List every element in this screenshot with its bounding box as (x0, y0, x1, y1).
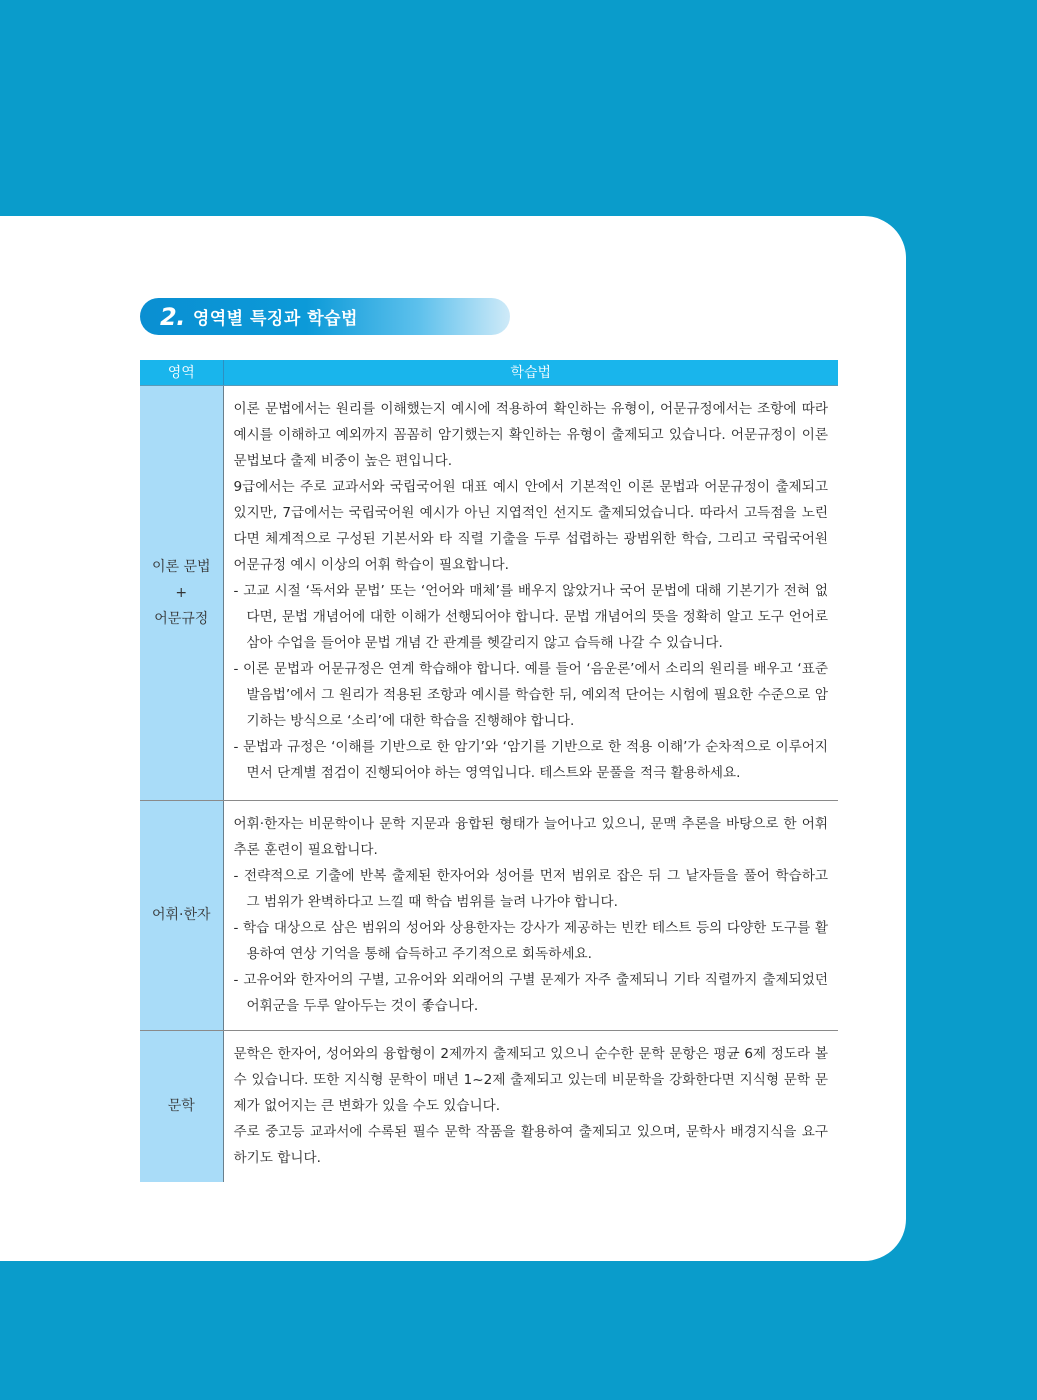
area-label-line: 문학 (167, 1098, 195, 1115)
method-paragraph: 어휘·한자는 비문학이나 문학 지문과 융합된 형태가 늘어나고 있으니, 문맥 추론을 바탕으로 한 어휘 추론 훈련이 필요합니다. (233, 815, 828, 858)
method-paragraph: 이론 문법에서는 원리를 이해했는지 예시에 적용하여 확인하는 유형이, 어문규정에서는 조항에 따라 예시를 이해하고 예외까지 꼼꼼히 암기했는지 확인하는 유형이 출제되고 있습니다. 어문규정이 이론 문법보다 출제 비중이 높은 편입니다. (233, 400, 828, 469)
method-paragraph: 주로 중고등 교과서에 수록된 필수 문학 작품을 활용하여 출제되고 있으며, 문학사 배경지식을 요구하기도 합니다. (233, 1123, 828, 1166)
method-paragraph: 문학은 한자어, 성어와의 융합형이 2제까지 출제되고 있으니 순수한 문학 문항은 평균 6제 정도라 볼 수 있습니다. 또한 지식형 문학이 매년 1~2제 출제되고 있는데 비문학을 강화한다면 지식형 문학 문제가 없어지는 큰 변화가 있을 수도 있습니다. (233, 1045, 828, 1114)
method-bullet: - 고유어와 한자어의 구별, 고유어와 외래어의 구별 문제가 자주 출제되니 기타 직렬까지 출제되었던 어휘군을 두루 알아두는 것이 좋습니다. (233, 971, 828, 1014)
section-title: 영역별 특징과 학습법 (192, 309, 358, 329)
area-cell (140, 1030, 223, 1182)
header-method: 학습법 (223, 360, 838, 385)
method-bullet: - 고교 시절 ‘독서와 문법’ 또는 ‘언어와 매체’를 배우지 않았거나 국어 문법에 대해 기본기가 전혀 없다면, 문법 개념어에 대한 이해가 선행되어야 합니다. 문법 개념어의 뜻을 정확히 알고 도구 언어로 삼아 수업을 들어야 문법 개념 간 관계를 헷갈리지 않고 습득해 나갈 수 있습니다. (233, 582, 828, 651)
method-paragraph: 9급에서는 주로 교과서와 국립국어원 대표 예시 안에서 기본적인 이론 문법과 어문규정이 출제되고 있지만, 7급에서는 국립국어원 예시가 아닌 지엽적인 선지도 출제되었습니다. 따라서 고득점을 노린다면 체계적으로 구성된 기본서와 타 직렬 기출을 두루 섭렵하는 광범위한 학습, 그리고 국립국어원 어문규정 예시 이상의 어휘 학습이 필요합니다. (233, 478, 828, 573)
area-label-line: 어휘·한자 (151, 907, 211, 923)
section-number: 2. (160, 302, 185, 331)
method-cell (223, 385, 838, 800)
table-header-row (140, 360, 838, 385)
method-cell (223, 800, 838, 1030)
method-bullet: - 학습 대상으로 삼은 범위의 성어와 상용한자는 강사가 제공하는 빈칸 테스트 등의 다양한 도구를 활용하여 연상 기억을 통해 습득하고 주기적으로 회독하세요. (233, 919, 828, 962)
area-label-line: 어문규정 (154, 610, 209, 627)
area-label-line: 이론 문법 (151, 558, 211, 575)
table-row-vocab-hanja (140, 800, 838, 1030)
table-row-literature (140, 1030, 838, 1182)
study-method-table (140, 360, 838, 1182)
area-cell (140, 385, 223, 800)
area-label-plus: + (175, 584, 188, 601)
section-title-banner (140, 298, 510, 335)
method-bullet: - 이론 문법과 어문규정은 연계 학습해야 합니다. 예를 들어 ‘음운론’에서 소리의 원리를 배우고 ‘표준 발음법’에서 그 원리가 적용된 조항과 예시를 학습한 뒤, 예외적 단어는 시험에 필요한 수준으로 암기하는 방식으로 ‘소리’에 대한 학습을 진행해야 합니다. (233, 660, 828, 729)
area-cell (140, 800, 223, 1030)
table-row-grammar (140, 385, 838, 800)
method-bullet: - 문법과 규정은 ‘이해를 기반으로 한 암기’와 ‘암기를 기반으로 한 적용 이해’가 순차적으로 이루어지면서 단계별 점검이 진행되어야 하는 영역입니다. 테스트와 문풀을 적극 활용하세요. (233, 738, 828, 781)
header-area: 영역 (140, 360, 223, 385)
method-bullet: - 전략적으로 기출에 반복 출제된 한자어와 성어를 먼저 범위로 잡은 뒤 그 낱자들을 풀어 학습하고 그 범위가 완벽하다고 느낄 때 학습 범위를 늘려 나가야 합니다. (233, 867, 828, 910)
method-cell (223, 1030, 838, 1182)
